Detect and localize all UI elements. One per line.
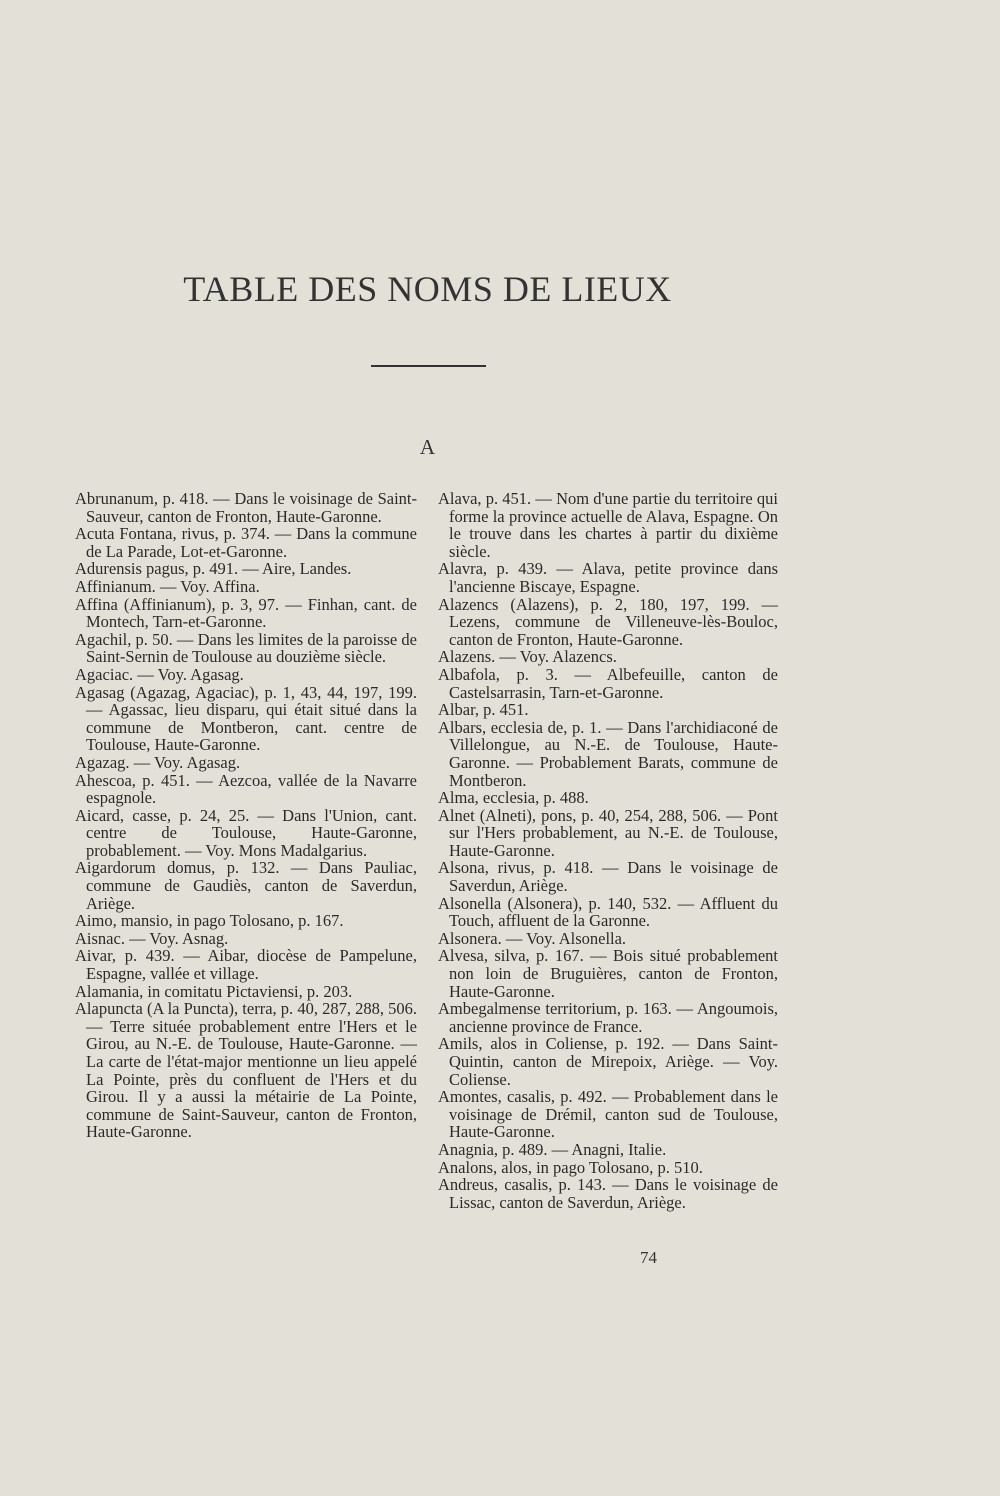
- index-entry: Aimo, mansio, in pago Tolosano, p. 167.: [75, 911, 344, 931]
- index-entry: Amontes, casalis, p. 492. — Probablement dans le voisinage de Drémil, canton sud de Toulouse, Haute-Garonne.: [438, 1087, 778, 1142]
- index-entry: Agasag (Agazag, Agaciac), p. 1, 43, 44, 197, 199. — Agassac, lieu disparu, qui était situé dans la commune de Montberon, cant. centre de Toulouse, Haute-Garonne.: [75, 682, 417, 755]
- index-entry: Acuta Fontana, rivus, p. 374. — Dans la commune de La Parade, Lot-et-Garonne.: [75, 524, 417, 561]
- index-entry: Ahescoa, p. 451. — Aezcoa, vallée de la Navarre espagnole.: [75, 770, 417, 808]
- index-entry: Adurensis pagus, p. 491. — Aire, Landes.: [75, 559, 352, 579]
- index-entry: Alsona, rivus, p. 418. — Dans le voisinage de Saverdun, Ariège.: [438, 858, 778, 896]
- index-entry: Aisnac. — Voy. Asnag.: [75, 928, 229, 948]
- index-entry: Affina (Affinianum), p. 3, 97. — Finhan, cant. de Montech, Tarn-et-Garonne.: [75, 594, 417, 632]
- index-entry: Alnet (Alneti), pons, p. 40, 254, 288, 506. — Pont sur l'Hers probablement, au N.-E. de Toulouse, Haute-Garonne.: [438, 805, 778, 860]
- page-title: TABLE DES NOMS DE LIEUX: [183, 269, 672, 309]
- index-entry: Alamania, in comitatu Pictaviensi, p. 203.: [75, 981, 353, 1001]
- index-entry: Abrunanum, p. 418. — Dans le voisinage de Saint-Sauveur, canton de Fronton, Haute-Garonne.: [75, 489, 417, 526]
- index-entry: Agachil, p. 50. — Dans les limites de la paroisse de Saint-Sernin de Toulouse au douzième siècle.: [75, 629, 417, 667]
- index-entry: Aivar, p. 439. — Aibar, diocèse de Pampelune, Espagne, vallée et village.: [75, 946, 417, 984]
- index-entry: Albars, ecclesia de, p. 1. — Dans l'archidiaconé de Villelongue, au N.-E. de Toulouse, Haute-Garonne. — Probablement Barats, commune de Montberon.: [438, 717, 778, 790]
- left-column: [75, 490, 417, 1141]
- index-entry: Aigardorum domus, p. 132. — Dans Pauliac, commune de Gaudiès, canton de Saverdun, Ariège.: [75, 858, 417, 913]
- page-number: 74: [640, 1248, 657, 1267]
- index-entry: Agaciac. — Voy. Agasag.: [75, 664, 244, 684]
- index-entry: Analons, alos, in pago Tolosano, p. 510.: [438, 1157, 703, 1177]
- index-entry: Alsonella (Alsonera), p. 140, 532. — Affluent du Touch, affluent de la Garonne.: [438, 893, 778, 931]
- index-entry: Alvesa, silva, p. 167. — Bois situé probablement non loin de Bruguières, canton de Fronton, Haute-Garonne.: [438, 946, 778, 1001]
- section-letter: A: [419, 435, 436, 459]
- index-entry: Alavra, p. 439. — Alava, petite province dans l'ancienne Biscaye, Espagne.: [438, 559, 778, 596]
- title-rule: [371, 365, 486, 367]
- index-entry: Aicard, casse, p. 24, 25. — Dans l'Union, cant. centre de Toulouse, Haute-Garonne, probablement. — Voy. Mons Madalgarius.: [75, 805, 417, 860]
- index-entry: Amils, alos in Coliense, p. 192. — Dans Saint-Quintin, canton de Mirepoix, Ariège. — Voy. Coliense.: [438, 1034, 778, 1089]
- index-entry: Andreus, casalis, p. 143. — Dans le voisinage de Lissac, canton de Saverdun, Ariège.: [438, 1175, 778, 1212]
- index-entry: Alazens. — Voy. Alazencs.: [438, 647, 617, 667]
- index-entry: Ambegalmense territorium, p. 163. — Angoumois, ancienne province de France.: [438, 999, 778, 1036]
- index-entry: Alava, p. 451. — Nom d'une partie du territoire qui forme la province actuelle de Alava, Espagne. On le trouve dans les chartes à partir du dixième siècle.: [438, 489, 778, 561]
- index-entry: Albafola, p. 3. — Albefeuille, canton de Castelsarrasin, Tarn-et-Garonne.: [438, 664, 778, 702]
- index-entry: Albar, p. 451.: [438, 700, 529, 720]
- index-entry: Alma, ecclesia, p. 488.: [438, 788, 589, 808]
- index-entry: Alapuncta (A la Puncta), terra, p. 40, 287, 288, 506. — Terre située probablement entre l'Hers et le Girou, au N.-E. de Toulouse, Haute-Garonne. — La carte de l'état-major mentionne un lieu appelé La Pointe, près du confluent de l'Hers et du Girou. Il y a aussi la métairie de La Pointe, commune de Saint-Sauveur, canton de Fronton, Haute-Garonne.: [75, 999, 417, 1142]
- right-column: [438, 490, 778, 1211]
- index-entry: Anagnia, p. 489. — Anagni, Italie.: [438, 1139, 667, 1159]
- index-entry: Alazencs (Alazens), p. 2, 180, 197, 199. — Lezens, commune de Villeneuve-lès-Bouloc, canton de Fronton, Haute-Garonne.: [438, 594, 778, 649]
- index-entry: Agazag. — Voy. Agasag.: [75, 752, 241, 772]
- index-entry: Alsonera. — Voy. Alsonella.: [438, 928, 627, 948]
- index-entry: Affinianum. — Voy. Affina.: [75, 576, 260, 596]
